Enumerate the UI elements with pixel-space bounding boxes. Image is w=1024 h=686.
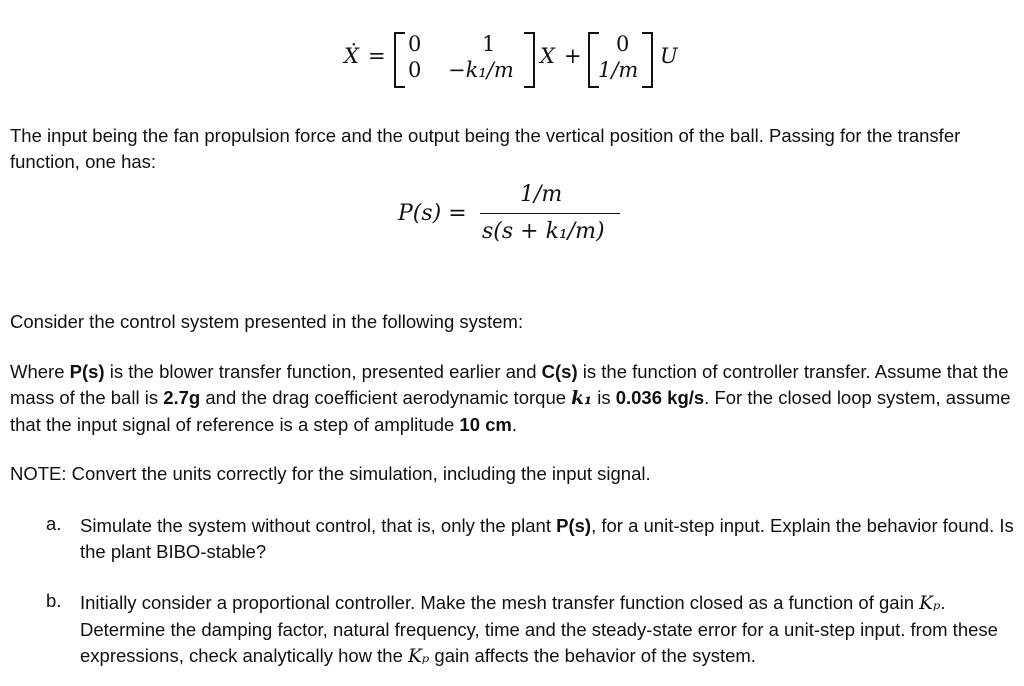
list-item-b-text [80, 590, 1015, 670]
matrix-a-21: 0 [408, 58, 422, 82]
list-item-a-text [80, 513, 1015, 565]
where-text-4: and the drag coefficient aerodynamic torque [200, 387, 572, 408]
where-text-6: . For the closed loop system, assume that the input signal of reference is a step of amplitude [10, 387, 1011, 435]
transfer-function-numerator: 1/m [520, 182, 563, 207]
list-marker-a: a. [46, 513, 62, 534]
list-marker-b: b. [46, 590, 62, 611]
fraction-bar [480, 213, 620, 214]
input-symbol: U [660, 44, 678, 68]
matrix-a-12: 1 [482, 32, 496, 56]
list-item-a [0, 513, 1024, 569]
where-text-7: . [511, 414, 518, 435]
step-amplitude-value: 10 cm [459, 414, 512, 435]
note-paragraph: NOTE: Convert the units correctly for the simulation, including the input signal. [10, 463, 651, 484]
list-item-b [0, 590, 1024, 674]
matrix-a-left-bracket [394, 32, 405, 88]
matrix-a-22: −k₁/m [448, 58, 514, 82]
where-text-1: Where [10, 361, 70, 382]
transfer-function-equation [398, 178, 638, 250]
matrix-a-11: 0 [408, 32, 422, 56]
where-text-3: is the function of controller transfer. Assume that the mass of the ball is [10, 361, 1009, 408]
item-b-text-2: . Determine the damping factor, natural frequency, time and the steady-state error for a unit-step input. from these expressions, check analytically how the [80, 592, 998, 666]
item-a-text-1: Simulate the system without control, that is, only the plant [80, 515, 557, 536]
item-a-plant-symbol: P(s) [556, 515, 592, 536]
plus-sign: + [564, 44, 582, 68]
matrix-b-right-bracket [642, 32, 653, 88]
equals-sign: = [368, 44, 386, 68]
consider-paragraph: Consider the control system presented in the following system: [10, 311, 524, 332]
item-b-text-3: gain affects the behavior of the system. [429, 645, 756, 666]
state-space-equation [344, 28, 724, 90]
where-paragraph [10, 359, 1015, 438]
item-a-text-2: , for a unit-step input. Explain the behavior found. Is the plant BIBO-stable? [80, 515, 1014, 562]
controller-symbol: C(s) [541, 361, 578, 382]
item-b-text-1: Initially consider a proportional controller. Make the mesh transfer function closed as a function of gain [80, 592, 920, 613]
drag-coefficient-symbol: k₁ [571, 388, 593, 409]
intro-paragraph: The input being the fan propulsion force and the output being the vertical position of the ball. Passing for the transfer function, one has: [10, 125, 961, 172]
matrix-a-right-bracket [524, 32, 535, 88]
drag-coefficient-value: 0.036 kg/s [615, 387, 705, 408]
transfer-function-denominator: s(s + k₁/m) [482, 219, 605, 244]
where-text-5: is [592, 387, 616, 408]
state-vector: X [540, 44, 555, 68]
matrix-b-2: 1/m [598, 58, 639, 82]
matrix-b-1: 0 [616, 32, 630, 56]
ball-mass-value: 2.7g [163, 387, 201, 408]
where-text-2: is the blower transfer function, presented earlier and [104, 361, 542, 382]
proportional-gain-symbol: Kₚ [919, 593, 941, 614]
plant-symbol: P(s) [69, 361, 105, 382]
state-derivative-symbol: Ẋ [344, 44, 359, 68]
transfer-function-lhs: P(s) = [398, 201, 467, 226]
proportional-gain-symbol-2: Kₚ [408, 646, 430, 667]
